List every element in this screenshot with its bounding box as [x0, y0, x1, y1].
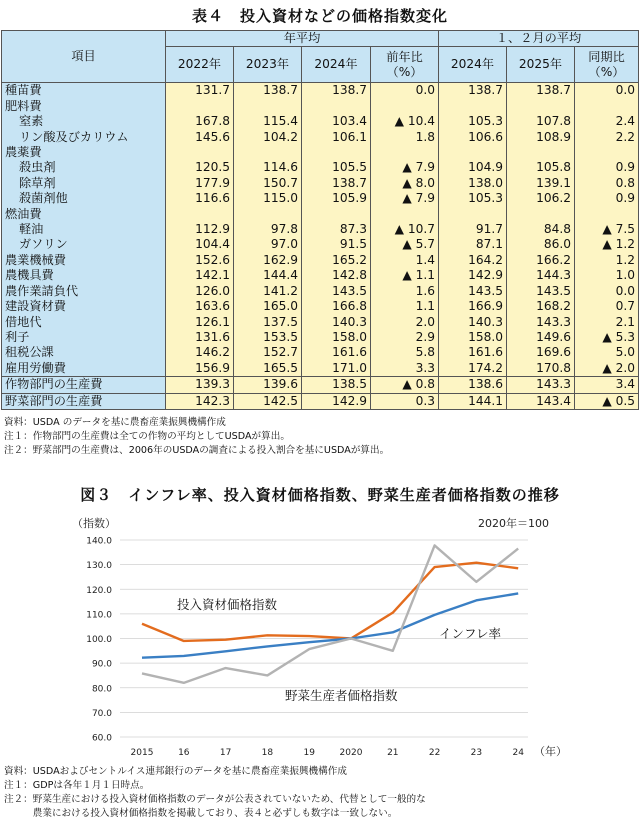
- x-tick-label: 21: [387, 748, 399, 758]
- y-tick-label: 90.0: [91, 659, 112, 670]
- row-label: 野菜部門の生産費: [2, 393, 166, 409]
- cell-value: 1.6: [371, 284, 439, 299]
- cell-value: 138.6: [439, 377, 507, 393]
- cell-value: 145.6: [166, 130, 234, 145]
- table-row: [2, 315, 639, 330]
- cell-value: 142.3: [166, 393, 234, 409]
- cell-value: ▲ 10.7: [371, 222, 439, 237]
- table-row: [2, 114, 639, 129]
- header-2024: 2024年: [302, 47, 371, 83]
- cell-value: 138.7: [302, 176, 371, 191]
- cell-value: 120.5: [166, 160, 234, 175]
- cell-value: 138.0: [439, 176, 507, 191]
- label-vegetable-price: 野菜生産者価格指数: [285, 688, 398, 703]
- figure3-title: 図３ インフレ率、投入資材価格指数、野菜生産者価格指数の推移: [80, 486, 560, 504]
- row-label: ガソリン: [2, 237, 166, 252]
- cell-value: 2.2: [575, 130, 639, 145]
- cell-value: ▲ 2.0: [575, 361, 639, 377]
- x-tick-label: 17: [219, 748, 232, 758]
- cell-value: 0.3: [371, 393, 439, 409]
- cell-value: 139.6: [234, 377, 302, 393]
- cell-value: 87.1: [439, 237, 507, 252]
- cell-value: 116.6: [166, 191, 234, 206]
- row-label: 肥料費: [2, 99, 166, 114]
- cell-value: 158.0: [439, 330, 507, 345]
- table-row: [2, 253, 639, 268]
- cell-value: ▲ 5.3: [575, 330, 639, 345]
- cell-value: 112.9: [166, 222, 234, 237]
- cell-value: 103.4: [302, 114, 371, 129]
- base-note: 2020年＝100: [478, 517, 549, 530]
- table-row: [2, 176, 639, 191]
- cell-value: [302, 207, 371, 222]
- cell-value: 163.6: [166, 299, 234, 314]
- cell-value: [234, 99, 302, 114]
- cell-value: [234, 145, 302, 160]
- table-row: [2, 207, 639, 222]
- cell-value: 106.6: [439, 130, 507, 145]
- header-2023: 2023年: [234, 47, 302, 83]
- cell-value: ▲ 7.9: [371, 191, 439, 206]
- cell-value: 105.3: [439, 191, 507, 206]
- cell-value: [575, 99, 639, 114]
- cell-value: ▲ 10.4: [371, 114, 439, 129]
- cell-value: ▲ 7.9: [371, 160, 439, 175]
- cell-value: 166.8: [302, 299, 371, 314]
- cell-value: 167.8: [166, 114, 234, 129]
- cell-value: 142.9: [302, 393, 371, 409]
- table-row: [2, 130, 639, 145]
- fig-note-2: 注２：野菜生産における投入資材価格指数のデータが公表されていないため、代替として一般的な: [4, 794, 426, 805]
- cell-value: 105.5: [302, 160, 371, 175]
- label-input-price: 投入資材価格指数: [177, 597, 278, 612]
- cell-value: 142.8: [302, 268, 371, 283]
- header-jf2025: 2025年: [507, 47, 575, 83]
- header-annual: 年平均: [166, 31, 439, 47]
- table-row: [2, 377, 639, 393]
- cell-value: 144.1: [439, 393, 507, 409]
- cell-value: [507, 99, 575, 114]
- cell-value: 144.4: [234, 268, 302, 283]
- cell-value: 115.4: [234, 114, 302, 129]
- cell-value: 0.9: [575, 160, 639, 175]
- table-row: [2, 361, 639, 377]
- y-axis-label: （指数）: [72, 517, 116, 530]
- table-row: [2, 345, 639, 360]
- table-row: [2, 83, 639, 99]
- cell-value: 149.6: [507, 330, 575, 345]
- cell-value: 1.2: [575, 253, 639, 268]
- cell-value: 2.0: [371, 315, 439, 330]
- cell-value: ▲ 7.5: [575, 222, 639, 237]
- x-tick-label: 18: [261, 748, 274, 758]
- cell-value: 165.5: [234, 361, 302, 377]
- cell-value: 169.6: [507, 345, 575, 360]
- row-label: 除草剤: [2, 176, 166, 191]
- y-tick-label: 60.0: [91, 733, 112, 744]
- cell-value: 168.2: [507, 299, 575, 314]
- cell-value: [371, 145, 439, 160]
- cell-value: 106.1: [302, 130, 371, 145]
- cell-value: 177.9: [166, 176, 234, 191]
- note-source: 資料：USDA のデータを基に農畜産業振興機構作成: [4, 417, 226, 428]
- cell-value: 153.5: [234, 330, 302, 345]
- line-chart: [0, 505, 640, 763]
- fig-note-source: 資料：USDAおよびセントルイス連邦銀行のデータを基に農畜産業振興機構作成: [4, 766, 347, 777]
- cell-value: 162.9: [234, 253, 302, 268]
- cell-value: 126.0: [166, 284, 234, 299]
- row-label: 利子: [2, 330, 166, 345]
- cell-value: 91.7: [439, 222, 507, 237]
- cell-value: 170.8: [507, 361, 575, 377]
- cell-value: [302, 145, 371, 160]
- cell-value: 138.7: [439, 83, 507, 99]
- cell-value: 2.9: [371, 330, 439, 345]
- cell-value: 87.3: [302, 222, 371, 237]
- cell-value: 142.5: [234, 393, 302, 409]
- cell-value: 97.8: [234, 222, 302, 237]
- cell-value: 143.5: [439, 284, 507, 299]
- y-tick-label: 110.0: [86, 610, 112, 621]
- cell-value: 152.7: [234, 345, 302, 360]
- cell-value: 141.2: [234, 284, 302, 299]
- cell-value: 144.3: [507, 268, 575, 283]
- cell-value: 138.5: [302, 377, 371, 393]
- cell-value: 165.0: [234, 299, 302, 314]
- cell-value: 140.3: [439, 315, 507, 330]
- cell-value: 0.9: [575, 191, 639, 206]
- cell-value: 0.8: [575, 176, 639, 191]
- row-label: 建設資材費: [2, 299, 166, 314]
- header-yoy: 前年比 （%）: [371, 47, 439, 83]
- header-jf2024: 2024年: [439, 47, 507, 83]
- cell-value: 143.5: [507, 284, 575, 299]
- cell-value: ▲ 5.7: [371, 237, 439, 252]
- cell-value: 165.2: [302, 253, 371, 268]
- cell-value: 2.4: [575, 114, 639, 129]
- cell-value: 0.7: [575, 299, 639, 314]
- x-tick-label: 2015: [130, 748, 154, 758]
- note-1: 注１：作物部門の生産費は全ての作物の平均としてUSDAが算出。: [4, 431, 290, 442]
- x-axis-label: （年）: [534, 745, 567, 758]
- table-body: [2, 83, 639, 410]
- cell-value: 174.2: [439, 361, 507, 377]
- cell-value: 164.2: [439, 253, 507, 268]
- table-row: [2, 191, 639, 206]
- row-label: 農業機械費: [2, 253, 166, 268]
- cell-value: [507, 207, 575, 222]
- y-tick-label: 70.0: [91, 708, 112, 719]
- table4-title: 表４ 投入資材などの価格指数変化: [191, 7, 448, 25]
- y-tick-label: 120.0: [86, 585, 112, 596]
- cell-value: 156.9: [166, 361, 234, 377]
- table-row: [2, 299, 639, 314]
- cell-value: [166, 207, 234, 222]
- x-tick-label: 2020: [339, 748, 363, 758]
- cell-value: 105.9: [302, 191, 371, 206]
- cell-value: [371, 99, 439, 114]
- cell-value: 104.2: [234, 130, 302, 145]
- table4-notes: [4, 416, 389, 458]
- row-label: 軽油: [2, 222, 166, 237]
- table-row: [2, 222, 639, 237]
- cell-value: 97.0: [234, 237, 302, 252]
- table-row: [2, 284, 639, 299]
- cell-value: 171.0: [302, 361, 371, 377]
- cell-value: 106.2: [507, 191, 575, 206]
- cell-value: [575, 145, 639, 160]
- cell-value: 140.3: [302, 315, 371, 330]
- cell-value: [371, 207, 439, 222]
- table-row: [2, 268, 639, 283]
- cell-value: 114.6: [234, 160, 302, 175]
- cell-value: 142.9: [439, 268, 507, 283]
- cell-value: 2.1: [575, 315, 639, 330]
- cell-value: ▲ 8.0: [371, 176, 439, 191]
- header-item: 項目: [2, 31, 166, 83]
- cell-value: [302, 99, 371, 114]
- cell-value: [439, 99, 507, 114]
- cell-value: 143.5: [302, 284, 371, 299]
- cell-value: ▲ 1.1: [371, 268, 439, 283]
- cell-value: 143.3: [507, 315, 575, 330]
- cell-value: [439, 207, 507, 222]
- fig-note-2-cont: 農業における投入資材価格指数を掲載しており、表４と必ずしも数字は一致しない。: [4, 808, 398, 819]
- figure3-notes: [4, 765, 426, 821]
- table-row: [2, 237, 639, 252]
- cell-value: 108.9: [507, 130, 575, 145]
- cell-value: 5.8: [371, 345, 439, 360]
- cell-value: [439, 145, 507, 160]
- row-label: 農薬費: [2, 145, 166, 160]
- cell-value: 3.3: [371, 361, 439, 377]
- cell-value: [507, 145, 575, 160]
- y-tick-label: 140.0: [86, 536, 112, 547]
- row-label: 殺虫剤: [2, 160, 166, 175]
- cell-value: 0.0: [575, 83, 639, 99]
- cell-value: 84.8: [507, 222, 575, 237]
- cell-value: 1.4: [371, 253, 439, 268]
- row-label: 殺菌剤他: [2, 191, 166, 206]
- cell-value: 91.5: [302, 237, 371, 252]
- cell-value: 166.9: [439, 299, 507, 314]
- cell-value: 158.0: [302, 330, 371, 345]
- cell-value: 5.0: [575, 345, 639, 360]
- y-tick-label: 130.0: [86, 561, 112, 572]
- x-tick-label: 23: [470, 748, 483, 758]
- cell-value: [166, 145, 234, 160]
- table-row: [2, 145, 639, 160]
- cell-value: 131.6: [166, 330, 234, 345]
- cell-value: 146.2: [166, 345, 234, 360]
- cell-value: 139.3: [166, 377, 234, 393]
- row-label: 燃油費: [2, 207, 166, 222]
- table-row: [2, 393, 639, 409]
- cell-value: 143.3: [507, 377, 575, 393]
- cell-value: 105.3: [439, 114, 507, 129]
- row-label: 種苗費: [2, 83, 166, 99]
- header-2022: 2022年: [166, 47, 234, 83]
- x-tick-label: 22: [428, 748, 441, 758]
- row-label: 租税公課: [2, 345, 166, 360]
- cell-value: 143.4: [507, 393, 575, 409]
- cell-value: 138.7: [507, 83, 575, 99]
- row-label: 作物部門の生産費: [2, 377, 166, 393]
- header-janfeb: １、２月の平均: [439, 31, 639, 47]
- header-same: 同期比 （%）: [575, 47, 639, 83]
- cell-value: 104.9: [439, 160, 507, 175]
- row-label: 窒素: [2, 114, 166, 129]
- y-tick-label: 100.0: [86, 635, 112, 645]
- cell-value: 1.0: [575, 268, 639, 283]
- price-index-table: [1, 30, 639, 410]
- cell-value: 166.2: [507, 253, 575, 268]
- cell-value: 0.0: [371, 83, 439, 99]
- cell-value: 137.5: [234, 315, 302, 330]
- table-row: [2, 99, 639, 114]
- note-2: 注２：野菜部門の生産費は、2006年のUSDAの調査による投入割合を基にUSDAが算出。: [4, 445, 390, 456]
- row-label: 農作業請負代: [2, 284, 166, 299]
- cell-value: 104.4: [166, 237, 234, 252]
- cell-value: [234, 207, 302, 222]
- cell-value: 150.7: [234, 176, 302, 191]
- cell-value: 107.8: [507, 114, 575, 129]
- table-row: [2, 160, 639, 175]
- cell-value: 142.1: [166, 268, 234, 283]
- x-tick-label: 19: [303, 748, 315, 758]
- cell-value: ▲ 0.8: [371, 377, 439, 393]
- x-tick-label: 16: [178, 748, 190, 758]
- cell-value: ▲ 0.5: [575, 393, 639, 409]
- label-inflation: インフレ率: [439, 626, 502, 641]
- cell-value: [166, 99, 234, 114]
- cell-value: 86.0: [507, 237, 575, 252]
- cell-value: 115.0: [234, 191, 302, 206]
- cell-value: 126.1: [166, 315, 234, 330]
- row-label: 雇用労働費: [2, 361, 166, 377]
- cell-value: 0.0: [575, 284, 639, 299]
- cell-value: 1.1: [371, 299, 439, 314]
- table-row: [2, 330, 639, 345]
- fig-note-1: 注１：GDPは各年１月１日時点。: [4, 780, 150, 791]
- cell-value: 152.6: [166, 253, 234, 268]
- cell-value: 138.7: [234, 83, 302, 99]
- x-tick-label: 24: [512, 748, 524, 758]
- row-label: 借地代: [2, 315, 166, 330]
- cell-value: ▲ 1.2: [575, 237, 639, 252]
- cell-value: 161.6: [302, 345, 371, 360]
- cell-value: [575, 207, 639, 222]
- y-tick-label: 80.0: [91, 684, 112, 695]
- cell-value: 138.7: [302, 83, 371, 99]
- cell-value: 131.7: [166, 83, 234, 99]
- row-label: リン酸及びカリウム: [2, 130, 166, 145]
- row-label: 農機具費: [2, 268, 166, 283]
- cell-value: 105.8: [507, 160, 575, 175]
- cell-value: 1.8: [371, 130, 439, 145]
- cell-value: 161.6: [439, 345, 507, 360]
- cell-value: 139.1: [507, 176, 575, 191]
- cell-value: 3.4: [575, 377, 639, 393]
